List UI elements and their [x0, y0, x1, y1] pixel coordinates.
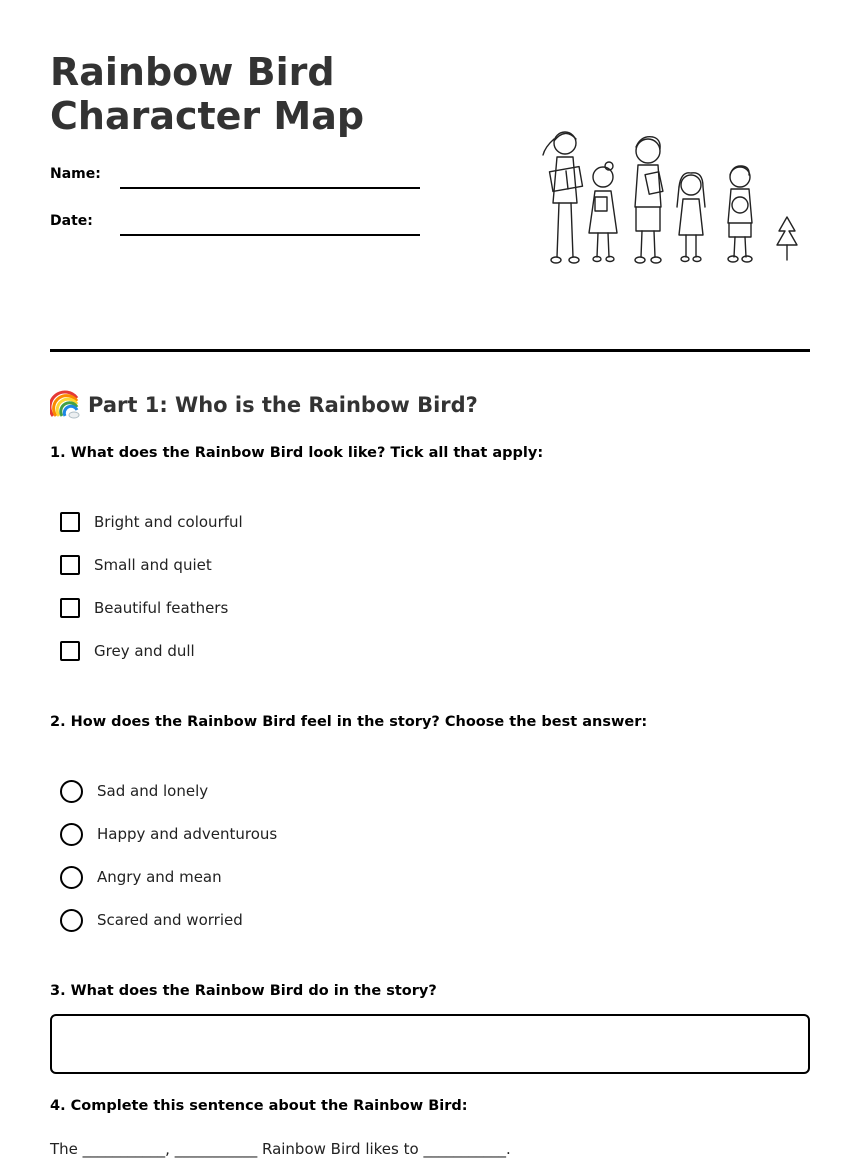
q2-option-scared[interactable] — [60, 908, 243, 932]
rainbow-icon — [50, 390, 80, 420]
option-label: Grey and dull — [94, 642, 195, 660]
part1-heading — [50, 390, 478, 420]
option-label: Small and quiet — [94, 556, 212, 574]
option-label: Beautiful feathers — [94, 599, 229, 617]
checkbox[interactable] — [60, 512, 80, 532]
question-2: 2. How does the Rainbow Bird feel in the story? Choose the best answer: — [50, 714, 648, 730]
name-line[interactable] — [120, 187, 420, 189]
q1-option-grey[interactable] — [60, 639, 195, 663]
question-3: 3. What does the Rainbow Bird do in the story? — [50, 983, 437, 999]
option-label: Scared and worried — [97, 911, 243, 929]
radio-button[interactable] — [60, 909, 83, 932]
worksheet-title: Rainbow Bird Character Map — [50, 50, 365, 138]
children-reading-illustration — [535, 125, 805, 270]
q1-option-feathers[interactable] — [60, 596, 228, 620]
q2-option-sad[interactable] — [60, 779, 208, 803]
option-label: Happy and adventurous — [97, 825, 278, 843]
checkbox[interactable] — [60, 555, 80, 575]
q2-option-happy[interactable] — [60, 822, 277, 846]
q1-option-small[interactable] — [60, 553, 212, 577]
radio-button[interactable] — [60, 866, 83, 889]
option-label: Sad and lonely — [97, 782, 209, 800]
q1-option-bright[interactable] — [60, 510, 243, 534]
part1-title: Part 1: Who is the Rainbow Bird? — [88, 393, 478, 417]
q4-sentence[interactable]: The ___________, ___________ Rainbow Bird likes to ___________. — [50, 1140, 511, 1158]
q2-option-angry[interactable] — [60, 865, 222, 889]
date-line[interactable] — [120, 234, 420, 236]
checkbox[interactable] — [60, 641, 80, 661]
option-label: Bright and colourful — [94, 513, 243, 531]
radio-button[interactable] — [60, 780, 83, 803]
option-label: Angry and mean — [97, 868, 222, 886]
checkbox[interactable] — [60, 598, 80, 618]
radio-button[interactable] — [60, 823, 83, 846]
q3-answer-box[interactable] — [50, 1014, 810, 1074]
date-label: Date: — [50, 213, 93, 229]
question-4: 4. Complete this sentence about the Rainbow Bird: — [50, 1098, 468, 1114]
question-1: 1. What does the Rainbow Bird look like? Tick all that apply: — [50, 445, 544, 461]
name-label: Name: — [50, 166, 101, 182]
section-divider — [50, 349, 810, 352]
